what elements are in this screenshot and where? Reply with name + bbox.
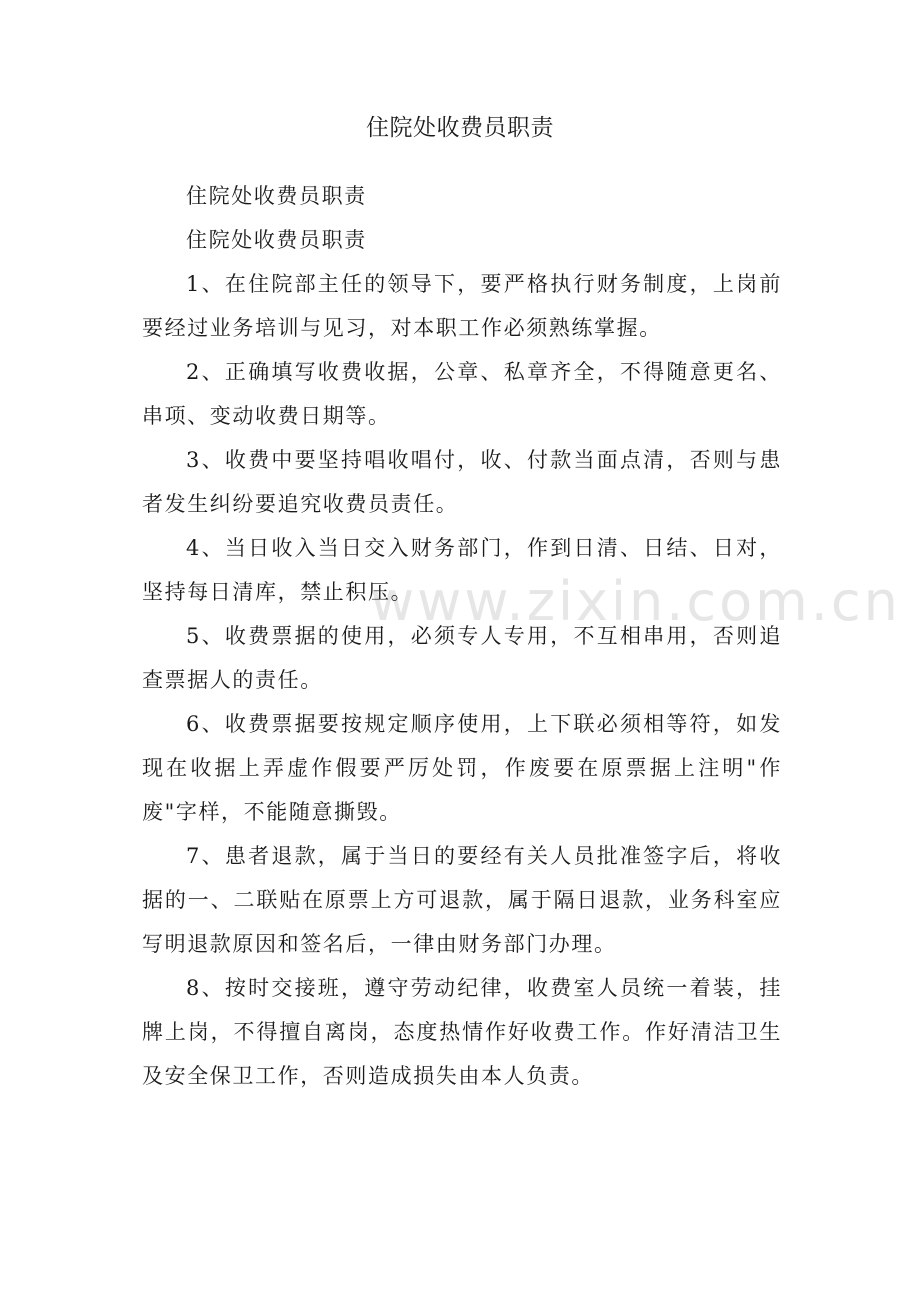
duty-item-6: 6、收费票据要按规定顺序使用，上下联必须相等符，如发现在收据上弄虚作假要严厉处罚，作废要在原票据上注明"作废"字样，不能随意撕毁。 [142,712,782,824]
duty-item-1: 1、在住院部主任的领导下，要严格执行财务制度，上岗前要经过业务培训与见习，对本职工作必须熟练掌握。 [142,272,782,340]
subtitle-line-1: 住院处收费员职责 [186,184,367,208]
duty-item-2: 2、正确填写收费收据，公章、私章齐全，不得随意更名、串项、变动收费日期等。 [142,360,782,428]
watermark: www.zixin.com.cn [370,570,901,633]
subtitle-line-2: 住院处收费员职责 [186,228,367,252]
document-title: 住院处收费员职责 [366,115,554,141]
duty-item-8: 8、按时交接班，遵守劳动纪律，收费室人员统一着装，挂牌上岗，不得擅自离岗，态度热情作好收费工作。作好清洁卫生及安全保卫工作，否则造成损失由本人负责。 [142,976,782,1088]
document-body [142,174,782,1098]
duty-item-5: 5、收费票据的使用，必须专人专用，不互相串用，否则追查票据人的责任。 [142,624,782,692]
duty-item-3: 3、收费中要坚持唱收唱付，收、付款当面点清，否则与患者发生纠纷要追究收费员责任。 [142,448,782,516]
duty-item-7: 7、患者退款，属于当日的要经有关人员批准签字后，将收据的一、二联贴在原票上方可退款，属于隔日退款，业务科室应写明退款原因和签名后，一律由财务部门办理。 [142,844,782,956]
duty-item-4: 4、当日收入当日交入财务部门，作到日清、日结、日对，坚持每日清库，禁止积压。 [142,536,782,604]
